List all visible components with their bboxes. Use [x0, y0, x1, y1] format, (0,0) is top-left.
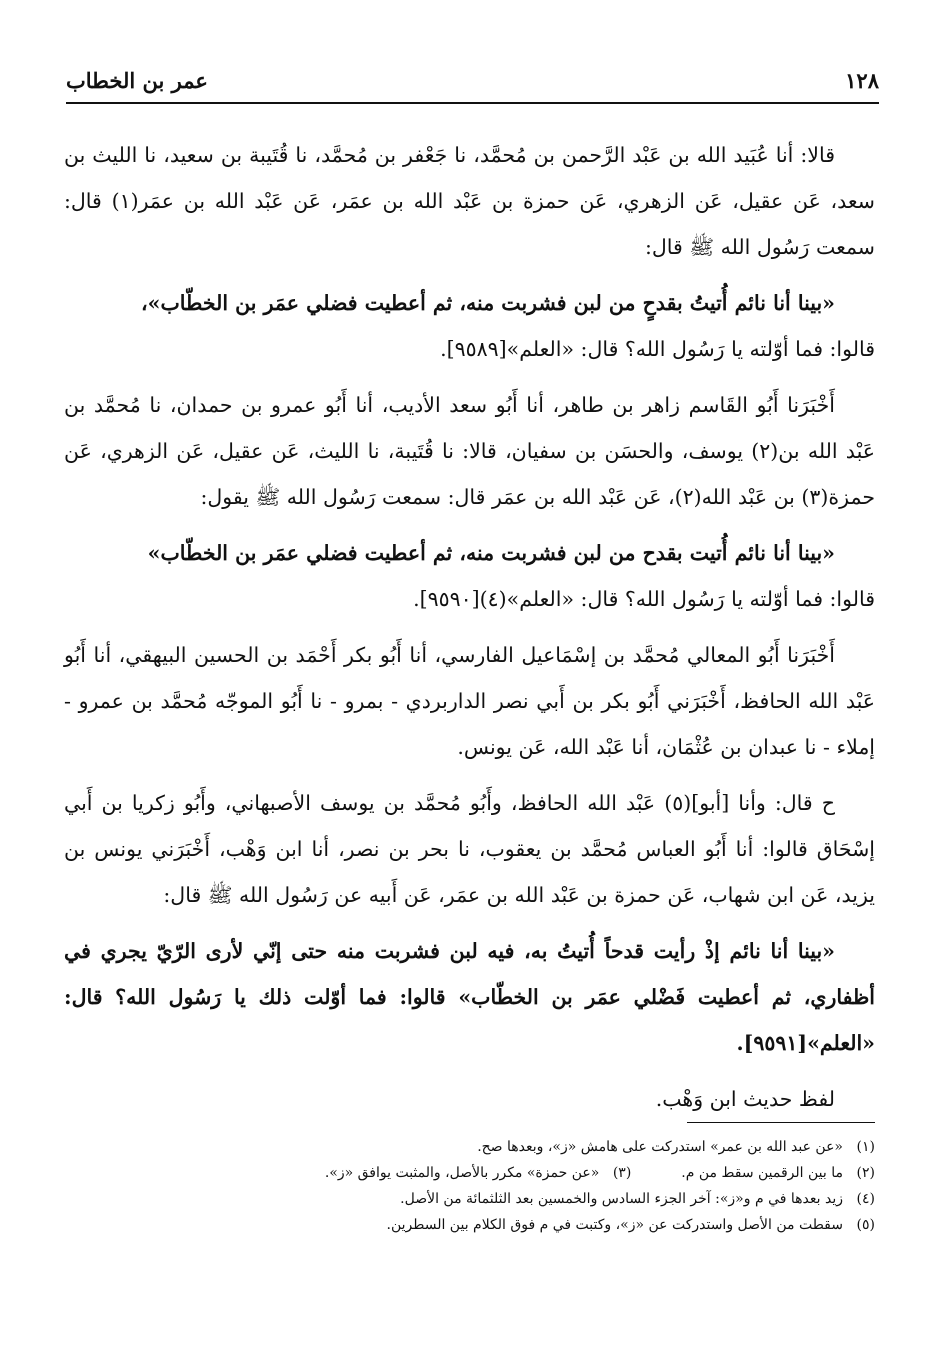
footnote-number: (٣): [612, 1165, 632, 1181]
hadith-quote-1: [64, 280, 875, 372]
paragraph-3: أَخْبَرَنا أَبُو المعالي مُحمَّد بن إسْمَاعيل الفارسي، أنا أَبُو بكر أَحْمَد بن الحسين البيهقي، أنا أَبُو عَبْد الله الحافظ، أَخْبَرَني أَبُو بكر بن أَبي نصر الداربردي - بمرو - نا أَبُو الموجّه مُحمَّد بن عمرو - إملاء - نا عبدان بن عُثْمَان، أنا عَبْد الله، عَن يونس.: [64, 643, 875, 759]
hadith-quote-2-reply: قالوا: فما أوّلته يا رَسُول الله؟ قال: «العلم»(٤)[٩٥٩٠].: [413, 587, 875, 611]
footnote-text: سقطت من الأصل واستدركت عن «ز»، وكتبت في م فوق الكلام بين السطرين.: [386, 1217, 843, 1233]
footnote-text: ما بين الرقمين سقط من م.: [681, 1165, 843, 1181]
hadith-quote-1-reply: قالوا: فما أوّلته يا رَسُول الله؟ قال: «العلم»[٩٥٨٩].: [440, 337, 875, 361]
paragraph-2: أَخْبَرَنا أَبُو القَاسم زاهر بن طاهر، أنا أَبُو سعد الأديب، أنا أَبُو عمرو بن حمدان، نا مُحمَّد بن عَبْد الله بن(٢) يوسف، والحسَن بن سفيان، قالا: نا قُتَيبة، نا الليث، عَن عقيل، عَن الزهري، عَن حمزة(٣) بن عَبْد الله(٢)، عَن عَبْد الله بن عمَر قال: سمعت رَسُول الله ﷺ يقول:: [64, 393, 875, 509]
paragraph-1: قالا: أنا عُبَيد الله بن عَبْد الرَّحمن بن مُحمَّد، نا جَعْفر بن مُحمَّد، نا قُتَيبة بن سعيد، نا الليث بن سعد، عَن عقيل، عَن الزهري، عَن حمزة بن عَبْد الله بن عمَر، عَن عَبْد الله بن عمَر(١) قال: سمعت رَسُول الله ﷺ قال:: [64, 143, 875, 259]
footnote-text: «عن عبد الله بن عمر» استدركت على هامش «ز»، وبعدها صح.: [477, 1139, 843, 1155]
footnote-text: زيد بعدها في م و«ز»: آخر الجزء السادس والخمسين بعد الثلثمائة من الأصل.: [400, 1191, 843, 1207]
footnotes: [66, 1134, 875, 1238]
hadith-quote-1-text: «بينا أنا نائم أُتيتُ بقدحٍ من لبن فشربت منه، ثم أعطيت فضلي عمَر بن الخطّاب»،: [141, 291, 835, 315]
hadith-quote-3: «بينا أنا نائم إذْ رأيت قدحاً أُتيتُ به، فيه لبن فشربت منه حتى إنّي لأرى الرّيّ يجري في أظفاري، ثم أعطيت فَضْلي عمَر بن الخطّاب» قالوا: فما أوّلت ذلك يا رَسُول الله؟ قال: «العلم»[٩٥٩١].: [64, 939, 875, 1055]
footnote-text: «عن حمزة» مكرر بالأصل، والمثبت يوافق «ز».: [324, 1165, 600, 1181]
footnote-number: (١): [856, 1139, 875, 1155]
footnote-number: (٤): [856, 1191, 875, 1207]
page-header: [66, 58, 879, 104]
footnote-number: (٢): [856, 1165, 875, 1181]
footnote-separator: [687, 1122, 875, 1123]
paragraph-5: لفظ حديث ابن وَهْب.: [655, 1087, 835, 1111]
footnote-5: [66, 1212, 875, 1238]
footnote-2-3: [66, 1160, 875, 1186]
footnote-number: (٥): [856, 1217, 875, 1233]
hadith-quote-2-text: «بينا أنا نائم أُتيت بقدح من لبن فشربت منه، ثم أعطيت فضلي عمَر بن الخطّاب»: [147, 541, 835, 565]
page-number: ١٢٨: [845, 67, 879, 93]
hadith-quote-2: [64, 530, 875, 622]
running-title: عمر بن الخطاب: [66, 67, 208, 93]
footnote-4: [66, 1186, 875, 1212]
footnote-1: [66, 1134, 875, 1160]
main-text: [64, 132, 875, 1132]
paragraph-4: ح قال: وأنا [أبو](٥) عَبْد الله الحافظ، وأَبُو مُحمَّد بن يوسف الأصبهاني، وأَبُو زكريا بن أَبي إسْحَاق قالوا: أنا أَبُو العباس مُحمَّد بن يعقوب، نا بحر بن نصر، أنا ابن وَهْب، أَخْبَرَني يونس بن يزيد، عَن ابن شهاب، عَن حمزة بن عَبْد الله بن عمَر، عَن أَبيه عن رَسُول الله ﷺ قال:: [64, 791, 875, 907]
